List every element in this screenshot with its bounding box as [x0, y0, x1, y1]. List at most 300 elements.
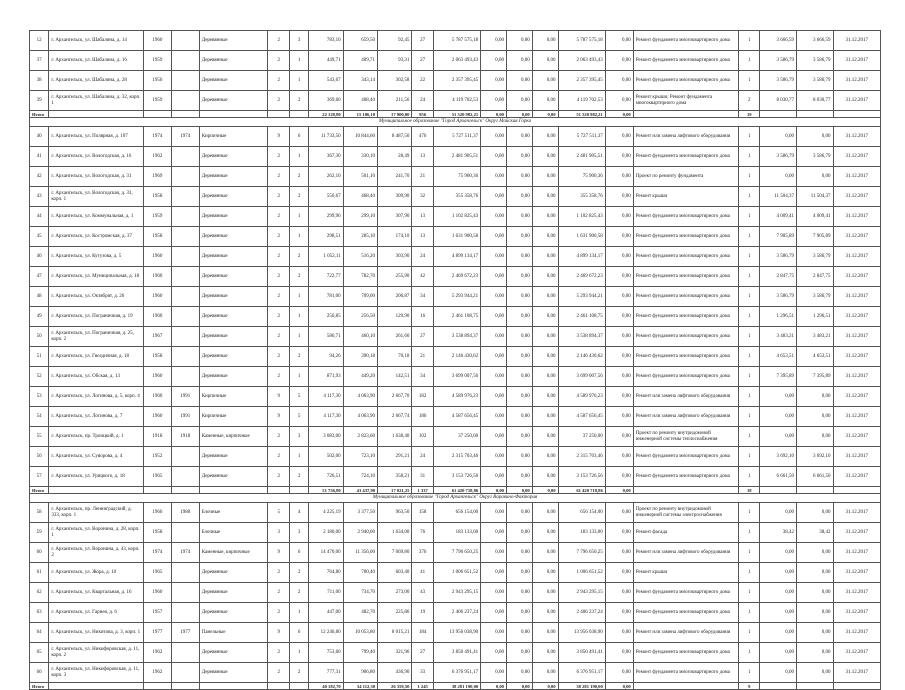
cell-wall-material: Каменные, кирпичные — [199, 427, 268, 447]
cell-work-count: 2 — [739, 91, 760, 111]
total-cell-year-built — [143, 487, 171, 494]
cell-owner-funds: 4 119 702,53 — [558, 91, 605, 111]
cell-entrances: 3 — [289, 427, 308, 447]
cell-total-cost: 3 699 007,56 — [433, 367, 480, 387]
cell-other-funds: 0,00 — [605, 387, 633, 407]
cell-total-cost: 5 787 575,18 — [433, 31, 480, 51]
cell-owner-funds: 2 406 237,24 — [558, 603, 605, 623]
cell-federal-funds: 0,00 — [481, 91, 507, 111]
cell-address: г. Архангельск, ул. Обская, д. 13 — [49, 367, 144, 387]
cell-entrances: 2 — [289, 347, 308, 367]
cell-wall-material: Деревянные — [199, 187, 268, 207]
table-row — [30, 467, 881, 487]
cell-entrances: 1 — [289, 327, 308, 347]
cell-cost-per-sqm: 0,00 — [760, 623, 797, 643]
cell-cost-per-sqm: 0,00 — [760, 583, 797, 603]
cell-local-funds: 0,00 — [532, 503, 558, 523]
cell-floors: 2 — [268, 427, 289, 447]
cell-total-area: 543,67 — [309, 71, 343, 91]
cell-entrances: 5 — [289, 407, 308, 427]
cell-residents: 102 — [412, 427, 433, 447]
cell-row-number: 42 — [30, 167, 49, 187]
cell-owner-funds: 6 376 951,17 — [558, 663, 605, 683]
cell-max-cost-per-sqm: 0,00 — [797, 167, 834, 187]
cell-residential-area: 700,40 — [343, 563, 377, 583]
cell-total-area: 556,67 — [309, 187, 343, 207]
cell-row-number: 62 — [30, 583, 49, 603]
cell-entrances: 2 — [289, 267, 308, 287]
cell-year-commissioned — [171, 167, 199, 187]
cell-owner-funds: 4 899 134,17 — [558, 247, 605, 267]
cell-wall-material: Деревянные — [199, 467, 268, 487]
cell-work-count: 1 — [739, 367, 760, 387]
cell-municipal-area: 273,00 — [378, 583, 412, 603]
cell-work-count: 1 — [739, 31, 760, 51]
cell-local-funds: 0,00 — [532, 51, 558, 71]
total-row — [30, 683, 881, 690]
cell-work-type: Проект по ремонту внутридомовой инженерной системы электроснабжения — [633, 503, 738, 523]
cell-max-cost-per-sqm: 0,00 — [797, 543, 834, 563]
cell-other-funds: 0,00 — [605, 623, 633, 643]
cell-municipal-area: 174,10 — [378, 227, 412, 247]
cell-year-commissioned — [171, 663, 199, 683]
cell-residents: 33 — [412, 663, 433, 683]
table-row — [30, 327, 881, 347]
cell-work-count: 1 — [739, 247, 760, 267]
cell-cost-per-sqm: 0,00 — [760, 643, 797, 663]
cell-max-cost-per-sqm: 4 009,41 — [797, 207, 834, 227]
cell-deadline: 31.12.2017 — [833, 147, 880, 167]
cell-entrances: 2 — [289, 583, 308, 603]
cell-residents: 22 — [412, 71, 433, 91]
cell-regional-funds: 0,00 — [506, 427, 532, 447]
total-cell-residential-area: 15 106,10 — [343, 111, 377, 118]
cell-wall-material: Деревянные — [199, 227, 268, 247]
cell-work-type: Ремонт фундамента многоквартирного дома — [633, 327, 738, 347]
cell-wall-material: Деревянные — [199, 267, 268, 287]
cell-owner-funds: 5 293 944,21 — [558, 287, 605, 307]
cell-year-built: 1958 — [143, 227, 171, 247]
cell-row-number: 49 — [30, 307, 49, 327]
table-row — [30, 543, 881, 563]
total-cell-regional-funds: 0,00 — [506, 683, 532, 690]
cell-total-area: 14 470,00 — [309, 543, 343, 563]
cell-residents: 41 — [412, 563, 433, 583]
cell-wall-material: Деревянные — [199, 563, 268, 583]
cell-residents: 16 — [412, 307, 433, 327]
cell-owner-funds: 4 587 656,45 — [558, 407, 605, 427]
cell-residential-area: 10 844,60 — [343, 127, 377, 147]
cell-local-funds: 0,00 — [532, 327, 558, 347]
cell-municipal-area: 303,90 — [378, 247, 412, 267]
total-cell-entrances — [289, 683, 308, 690]
cell-regional-funds: 0,00 — [506, 51, 532, 71]
cell-federal-funds: 0,00 — [481, 447, 507, 467]
cell-federal-funds: 0,00 — [481, 167, 507, 187]
cell-year-built: 1958 — [143, 187, 171, 207]
cell-year-built: 1960 — [143, 247, 171, 267]
total-cell-other-funds: 0,00 — [605, 111, 633, 118]
cell-cost-per-sqm: 3 586,79 — [760, 287, 797, 307]
cell-total-cost: 3 850 491,41 — [433, 643, 480, 663]
cell-local-funds: 0,00 — [532, 663, 558, 683]
table-row — [30, 583, 881, 603]
cell-residential-area: 4 063,90 — [343, 407, 377, 427]
cell-row-number: 48 — [30, 287, 49, 307]
total-cell-work-type — [633, 111, 738, 118]
cell-residential-area: 723,10 — [343, 447, 377, 467]
cell-regional-funds: 0,00 — [506, 71, 532, 91]
cell-max-cost-per-sqm: 0,00 — [797, 583, 834, 603]
cell-residential-area: 2 823,60 — [343, 427, 377, 447]
total-cell-local-funds: 0,00 — [532, 683, 558, 690]
table-row — [30, 307, 881, 327]
cell-total-cost: 4 587 656,45 — [433, 407, 480, 427]
cell-regional-funds: 0,00 — [506, 187, 532, 207]
total-cell-regional-funds: 0,00 — [506, 111, 532, 118]
cell-municipal-area: 1 638,40 — [378, 427, 412, 447]
cell-residents: 476 — [412, 127, 433, 147]
cell-municipal-area: 70,18 — [378, 347, 412, 367]
cell-entrances: 2 — [289, 663, 308, 683]
cell-federal-funds: 0,00 — [481, 187, 507, 207]
total-cell-row-number: Итого — [30, 487, 49, 494]
cell-other-funds: 0,00 — [605, 467, 633, 487]
cell-total-cost: 6 376 951,17 — [433, 663, 480, 683]
cell-residents: 27 — [412, 31, 433, 51]
cell-deadline: 31.12.2017 — [833, 523, 880, 543]
cell-max-cost-per-sqm: 3 666,59 — [797, 31, 834, 51]
cell-federal-funds: 0,00 — [481, 663, 507, 683]
cell-other-funds: 0,00 — [605, 583, 633, 603]
cell-residential-area: 330,10 — [343, 147, 377, 167]
cell-wall-material: Деревянные — [199, 367, 268, 387]
total-cell-other-funds: 0,00 — [605, 487, 633, 494]
table-row — [30, 603, 881, 623]
cell-year-commissioned — [171, 91, 199, 111]
cell-residential-area: 906,80 — [343, 663, 377, 683]
table-row — [30, 167, 881, 187]
cell-entrances: 1 — [289, 51, 308, 71]
cell-regional-funds: 0,00 — [506, 603, 532, 623]
cell-local-funds: 0,00 — [532, 147, 558, 167]
cell-work-count: 1 — [739, 187, 760, 207]
cell-federal-funds: 0,00 — [481, 603, 507, 623]
cell-municipal-area: 206,87 — [378, 287, 412, 307]
cell-row-number: 39 — [30, 91, 49, 111]
cell-total-cost: 5 293 944,21 — [433, 287, 480, 307]
cell-floors: 2 — [268, 207, 289, 227]
total-cell-residential-area: 34 112,30 — [343, 683, 377, 690]
cell-deadline: 31.12.2017 — [833, 91, 880, 111]
cell-work-count: 1 — [739, 543, 760, 563]
cell-regional-funds: 0,00 — [506, 387, 532, 407]
cell-residential-area: 4 063,90 — [343, 387, 377, 407]
cell-residents: 76 — [412, 523, 433, 543]
total-cell-residential-area: 43 437,90 — [343, 487, 377, 494]
cell-cost-per-sqm: 0,00 — [760, 563, 797, 583]
cell-cost-per-sqm: 2 847,75 — [760, 267, 797, 287]
section-title: Муниципальное образование "Город Архангельск" Округ Майская Горка — [30, 118, 881, 127]
cell-municipal-area: 28,49 — [378, 147, 412, 167]
cell-cost-per-sqm: 3 483,21 — [760, 327, 797, 347]
cell-work-count: 1 — [739, 287, 760, 307]
cell-wall-material: Деревянные — [199, 51, 268, 71]
cell-address: г. Архангельск, ул. Пограничная, д. 19 — [49, 307, 144, 327]
cell-municipal-area: 309,90 — [378, 187, 412, 207]
total-cell-federal-funds: 0,00 — [481, 683, 507, 690]
section-title: Муниципальное образование "Город Архангельск" Округ Варавино-Фактория — [30, 494, 881, 503]
cell-residents: 376 — [412, 543, 433, 563]
cell-row-number: 54 — [30, 407, 49, 427]
cell-max-cost-per-sqm: 0,00 — [797, 623, 834, 643]
table-body — [30, 31, 881, 690]
cell-residential-area: 734,70 — [343, 583, 377, 603]
cell-total-area: 3 083,00 — [309, 427, 343, 447]
cell-floors: 9 — [268, 543, 289, 563]
total-cell-work-count: 9 — [739, 683, 760, 690]
cell-address: г. Архангельск, ул. Шабалина, д. 14 — [49, 31, 144, 51]
cell-year-built: 1960 — [143, 31, 171, 51]
cell-total-cost: 355 358,76 — [433, 187, 480, 207]
cell-work-type: Ремонт фундамента многоквартирного дома — [633, 227, 738, 247]
cell-entrances: 6 — [289, 127, 308, 147]
cell-work-type: Ремонт фундамента многоквартирного дома — [633, 603, 738, 623]
cell-local-funds: 0,00 — [532, 307, 558, 327]
cell-year-built: 1960 — [143, 267, 171, 287]
cell-regional-funds: 0,00 — [506, 147, 532, 167]
cell-work-count: 1 — [739, 307, 760, 327]
cell-deadline: 31.12.2017 — [833, 167, 880, 187]
total-cell-wall-material — [199, 111, 268, 118]
cell-address: г. Архангельск, ул. Вологодская, д. 33, корп. 1 — [49, 187, 144, 207]
cell-address: г. Архангельск, ул. Пограничная, д. 25, корп. 2 — [49, 327, 144, 347]
cell-work-type: Проект по ремонту фундамента — [633, 167, 738, 187]
cell-floors: 3 — [268, 523, 289, 543]
cell-work-count: 1 — [739, 327, 760, 347]
cell-year-built: 1952 — [143, 447, 171, 467]
cell-year-commissioned — [171, 51, 199, 71]
cell-wall-material: Кирпичные — [199, 127, 268, 147]
cell-other-funds: 0,00 — [605, 347, 633, 367]
cell-address: г. Архангельск, ул. Вологодская, д. 16 — [49, 147, 144, 167]
cell-residents: 186 — [412, 407, 433, 427]
cell-total-cost: 656 154,00 — [433, 503, 480, 523]
cell-residential-area: 782,70 — [343, 267, 377, 287]
cell-wall-material: Деревянные — [199, 347, 268, 367]
cell-entrances: 1 — [289, 207, 308, 227]
cell-work-count: 1 — [739, 387, 760, 407]
cell-owner-funds: 1 006 651,52 — [558, 563, 605, 583]
cell-floors: 2 — [268, 583, 289, 603]
cell-other-funds: 0,00 — [605, 247, 633, 267]
table-row — [30, 407, 881, 427]
cell-max-cost-per-sqm: 3 586,79 — [797, 287, 834, 307]
cell-year-commissioned — [171, 207, 199, 227]
cell-work-count: 1 — [739, 663, 760, 683]
cell-municipal-area: 255,90 — [378, 267, 412, 287]
cell-regional-funds: 0,00 — [506, 643, 532, 663]
cell-floors: 2 — [268, 71, 289, 91]
cell-floors: 2 — [268, 347, 289, 367]
cell-other-funds: 0,00 — [605, 427, 633, 447]
table-row — [30, 563, 881, 583]
cell-owner-funds: 3 850 491,41 — [558, 643, 605, 663]
total-cell-total-area: 40 182,70 — [309, 683, 343, 690]
cell-other-funds: 0,00 — [605, 91, 633, 111]
cell-federal-funds: 0,00 — [481, 523, 507, 543]
cell-cost-per-sqm: 3 586,79 — [760, 247, 797, 267]
cell-total-area: 449,71 — [309, 51, 343, 71]
cell-residents: 184 — [412, 623, 433, 643]
cell-total-area: 753,60 — [309, 643, 343, 663]
table-row — [30, 187, 881, 207]
cell-work-type: Ремонт или замена лифтового оборудования — [633, 543, 738, 563]
cell-work-type: Ремонт фундамента многоквартирного дома — [633, 643, 738, 663]
cell-local-funds: 0,00 — [532, 523, 558, 543]
cell-deadline: 31.12.2017 — [833, 503, 880, 523]
cell-regional-funds: 0,00 — [506, 663, 532, 683]
total-cell-deadline — [833, 683, 880, 690]
cell-address: г. Архангельск, ул. Октябрят, д. 26 — [49, 287, 144, 307]
cell-work-count: 1 — [739, 467, 760, 487]
cell-local-funds: 0,00 — [532, 347, 558, 367]
cell-wall-material: Деревянные — [199, 207, 268, 227]
cell-work-count: 1 — [739, 207, 760, 227]
cell-regional-funds: 0,00 — [506, 467, 532, 487]
cell-owner-funds: 3 153 726,56 — [558, 467, 605, 487]
cell-local-funds: 0,00 — [532, 563, 558, 583]
cell-deadline: 31.12.2017 — [833, 583, 880, 603]
cell-entrances: 6 — [289, 623, 308, 643]
cell-total-area: 256,85 — [309, 307, 343, 327]
cell-owner-funds: 37 250,00 — [558, 427, 605, 447]
cell-work-type: Ремонт фундамента многоквартирного дома — [633, 71, 738, 91]
cell-municipal-area: 8 015,21 — [378, 623, 412, 643]
cell-year-commissioned: 1980 — [171, 503, 199, 523]
cell-work-type: Ремонт фундамента многоквартирного дома — [633, 467, 738, 487]
cell-work-type: Ремонт крыши — [633, 563, 738, 583]
total-cell-deadline — [833, 111, 880, 118]
cell-wall-material: Деревянные — [199, 327, 268, 347]
cell-owner-funds: 2 943 295,15 — [558, 583, 605, 603]
cell-local-funds: 0,00 — [532, 387, 558, 407]
cell-floors: 2 — [268, 267, 289, 287]
cell-year-built: 1959 — [143, 91, 171, 111]
total-cell-owner-funds: 38 281 190,00 — [558, 683, 605, 690]
total-cell-year-commissioned — [171, 487, 199, 494]
cell-entrances: 3 — [289, 523, 308, 543]
cell-max-cost-per-sqm: 8 030,77 — [797, 91, 834, 111]
cell-max-cost-per-sqm: 11 504,37 — [797, 187, 834, 207]
cell-residents: 27 — [412, 51, 433, 71]
total-cell-work-type — [633, 683, 738, 690]
cell-regional-funds: 0,00 — [506, 327, 532, 347]
cell-deadline: 31.12.2017 — [833, 447, 880, 467]
cell-year-built: 1958 — [143, 523, 171, 543]
cell-cost-per-sqm: 3 692,10 — [760, 447, 797, 467]
cell-work-count: 1 — [739, 603, 760, 623]
cell-regional-funds: 0,00 — [506, 563, 532, 583]
cell-local-funds: 0,00 — [532, 447, 558, 467]
cell-residents: 34 — [412, 287, 433, 307]
cell-row-number: 55 — [30, 427, 49, 447]
total-cell-row-number: Итого — [30, 111, 49, 118]
cell-entrances: 1 — [289, 643, 308, 663]
cell-row-number: 66 — [30, 663, 49, 683]
cell-owner-funds: 3 699 007,56 — [558, 367, 605, 387]
cell-municipal-area: 2 667,70 — [378, 387, 412, 407]
cell-floors: 9 — [268, 387, 289, 407]
table-row — [30, 227, 881, 247]
total-cell-residents: 856 — [412, 111, 433, 118]
cell-row-number: 41 — [30, 147, 49, 167]
cell-work-type: Ремонт фундамента многоквартирного дома — [633, 51, 738, 71]
cell-total-area: 2 180,00 — [309, 523, 343, 543]
cell-total-cost: 5 727 511,37 — [433, 127, 480, 147]
cell-cost-per-sqm: 11 504,37 — [760, 187, 797, 207]
cell-work-type: Ремонт фундамента многоквартирного дома — [633, 347, 738, 367]
cell-federal-funds: 0,00 — [481, 307, 507, 327]
cell-other-funds: 0,00 — [605, 31, 633, 51]
cell-residents: 31 — [412, 467, 433, 487]
table-row — [30, 387, 881, 407]
cell-year-built: 1960 — [143, 287, 171, 307]
cell-residential-area: 659,50 — [343, 31, 377, 51]
cell-floors: 2 — [268, 91, 289, 111]
cell-residents: 27 — [412, 327, 433, 347]
cell-local-funds: 0,00 — [532, 31, 558, 51]
cell-other-funds: 0,00 — [605, 367, 633, 387]
cell-regional-funds: 0,00 — [506, 247, 532, 267]
cell-local-funds: 0,00 — [532, 207, 558, 227]
total-cell-year-built — [143, 111, 171, 118]
table-row — [30, 503, 881, 523]
cell-row-number: 47 — [30, 267, 49, 287]
cell-federal-funds: 0,00 — [481, 71, 507, 91]
cell-total-cost: 2 315 703,46 — [433, 447, 480, 467]
cell-federal-funds: 0,00 — [481, 267, 507, 287]
cell-row-number: 44 — [30, 207, 49, 227]
cell-work-count: 1 — [739, 643, 760, 663]
cell-year-built: 1969 — [143, 167, 171, 187]
cell-residential-area: 343,14 — [343, 71, 377, 91]
cell-deadline: 31.12.2017 — [833, 51, 880, 71]
cell-cost-per-sqm: 3 586,79 — [760, 51, 797, 71]
table-row — [30, 267, 881, 287]
cell-row-number: 57 — [30, 467, 49, 487]
cell-year-built: 1957 — [143, 603, 171, 623]
cell-other-funds: 0,00 — [605, 407, 633, 427]
cell-cost-per-sqm: 0,00 — [760, 503, 797, 523]
table-row — [30, 147, 881, 167]
cell-total-area: 781,00 — [309, 287, 343, 307]
cell-wall-material: Деревянные — [199, 307, 268, 327]
cell-regional-funds: 0,00 — [506, 623, 532, 643]
total-cell-total-cost: 51 520 982,21 — [433, 111, 480, 118]
cell-owner-funds: 2 481 905,51 — [558, 147, 605, 167]
cell-regional-funds: 0,00 — [506, 267, 532, 287]
cell-address: г. Архангельск, ул. Логинова, д. 5, корп. 4 — [49, 387, 144, 407]
cell-local-funds: 0,00 — [532, 427, 558, 447]
cell-year-built: 1960 — [143, 407, 171, 427]
table-row — [30, 91, 881, 111]
cell-work-count: 1 — [739, 503, 760, 523]
cell-year-built: 1959 — [143, 207, 171, 227]
cell-federal-funds: 0,00 — [481, 583, 507, 603]
cell-entrances: 3 — [289, 31, 308, 51]
total-cell-address — [49, 111, 144, 118]
